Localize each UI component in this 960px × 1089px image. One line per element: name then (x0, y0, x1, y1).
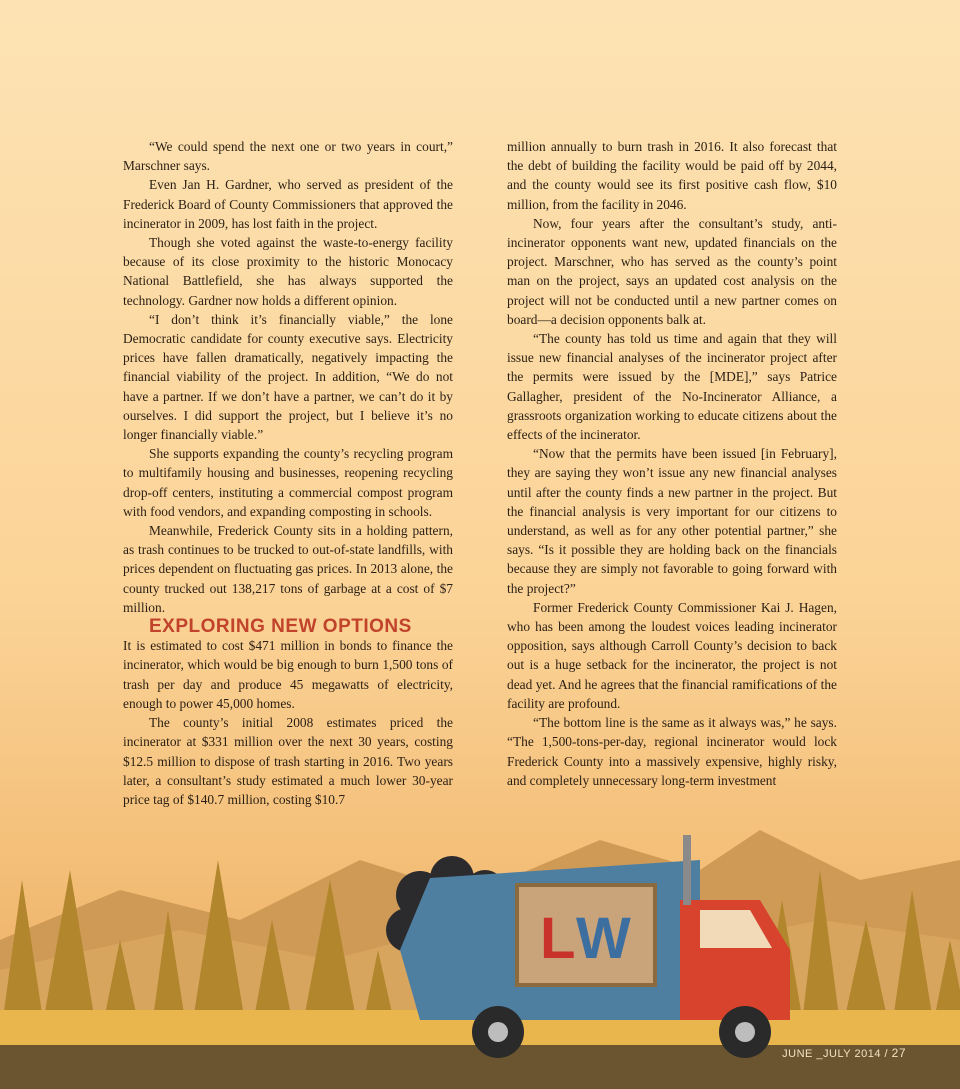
article-paragraph: “Now that the permits have been issued [in February], they are saying they won’t issue any new financial analyses until after the county finds a new partner in the project. But the financial analysis is very important for our citizens to understand, as well as for any other potential partner,” she says. “Is it possible they are holding back on the financials because they are simply not favorable to going forward with the project?” (507, 446, 837, 596)
truck-logo-letter-l: L (540, 906, 576, 971)
article-paragraph: Though she voted against the waste-to-energy facility because of its close proximity to the historic Monocacy National Battlefield, she has always supported the technology. Gardner now holds a different opinion. (123, 235, 453, 308)
page-number: 27 (891, 1046, 906, 1060)
issue-date: JUNE _JULY 2014 (782, 1048, 881, 1060)
article-paragraph: million annually to burn trash in 2016. It also forecast that the debt of building the facility would be paid off by 2044, and the county would see its first positive cash flow, $10 million, from the facility in 2046. (507, 139, 837, 212)
article-column-right (507, 137, 837, 790)
article-paragraph: She supports expanding the county’s recycling program to multifamily housing and businesses, reopening recycling drop-off centers, instituting a commercial compost program with food vendors, and expanding composting in schools. (123, 446, 453, 519)
article-paragraph: “The bottom line is the same as it always was,” he says. “The 1,500-tons-per-day, regional incinerator would lock Frederick County into a massively expensive, highly risky, and completely unnecessary long-term investment (507, 715, 837, 788)
article-paragraph: “The county has told us time and again that they will issue new financial analyses of the incinerator project after the permits were issued by the [MDE],” says Patrice Gallagher, president of the No-Incinerator Alliance, a grassroots organization working to educate citizens about the effects of the incinerator. (507, 331, 837, 443)
folio-separator: / (884, 1048, 889, 1060)
truck-logo-letter-w: W (576, 906, 631, 971)
article-paragraph: “I don’t think it’s financially viable,” the lone Democratic candidate for county executive says. Electricity prices have fallen dramatically, negatively impacting the financial viability of the project. In addition, “We do not have a partner. If we don’t have a partner, we can’t do it by ourselves. I did support the project, but I believe it’s no longer financially viable.” (123, 311, 453, 443)
article-paragraph: Meanwhile, Frederick County sits in a holding pattern, as trash continues to be trucked to out-of-state landfills, with prices dependent on fluctuating gas prices. In 2013 alone, the county trucked out 138,217 tons of garbage at a cost of $7 million. (123, 523, 453, 615)
article-paragraph: Former Frederick County Commissioner Kai J. Hagen, who has been among the loudest voices leading incinerator opposition, says although Carroll County’s decision to back out is a huge setback for the incinerator, the project is not dead yet. And he agrees that the financial ramifications of the facility are profound. (507, 599, 837, 711)
article-paragraph: The county’s initial 2008 estimates priced the incinerator at $331 million over the next 30 years, costing $12.5 million to dispose of trash starting in 2016. Two years later, a consultant’s study estimated a much lower 30-year price tag of $140.7 million, costing $10.7 (123, 715, 453, 807)
article-paragraph: Now, four years after the consultant’s study, anti-incinerator opponents want new, updated financials on the project. Marschner, who has served as the county’s point man on the project, says an updated cost analysis on the project will not be conducted until a new partner comes on board—a decision opponents balk at. (507, 215, 837, 327)
article-paragraph: Even Jan H. Gardner, who served as president of the Frederick Board of County Commissioners that approved the incinerator in 2009, has lost faith in the project. (123, 177, 453, 231)
article-column-left (123, 137, 453, 809)
section-heading: EXPLORING NEW OPTIONS (149, 616, 412, 638)
page-folio (782, 1046, 906, 1060)
article-paragraph: It is estimated to cost $471 million in bonds to finance the incinerator, which would be big enough to burn 1,500 tons of trash per day and produce 45 megawatts of electricity, enough to power 45,000 homes. (123, 638, 453, 711)
article-paragraph: “We could spend the next one or two years in court,” Marschner says. (123, 139, 453, 174)
